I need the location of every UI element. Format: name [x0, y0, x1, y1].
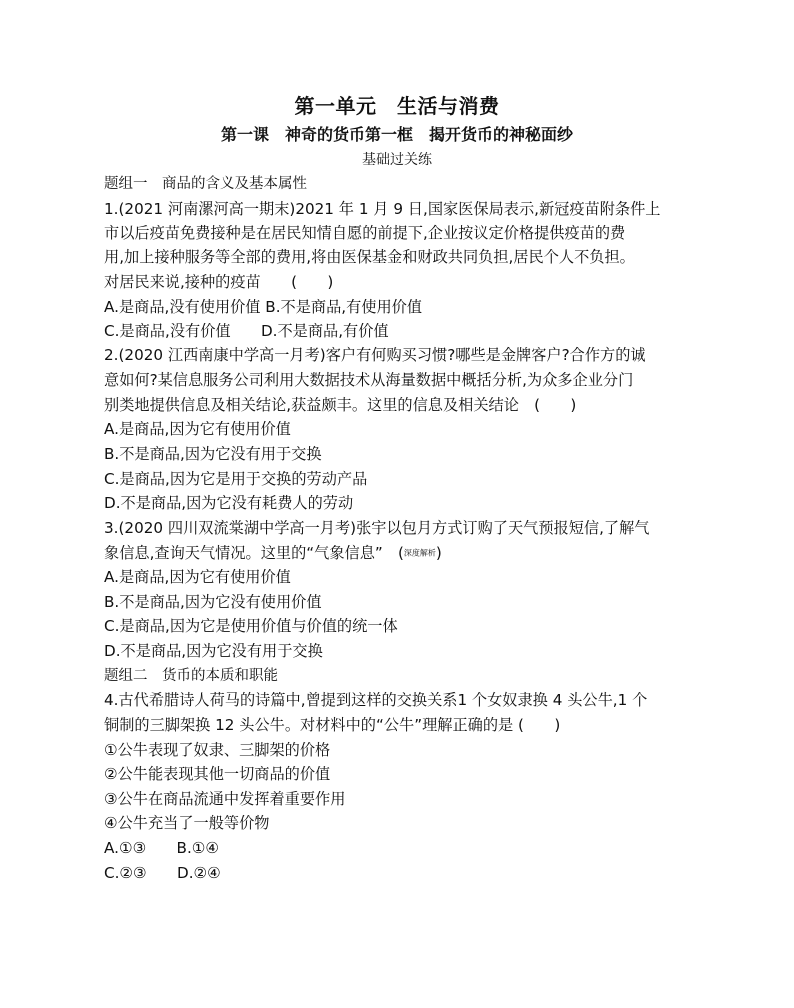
unit-title: 第一单元 生活与消费 [294, 94, 500, 118]
section-title: 基础过关练 [362, 152, 432, 168]
q4-option-cd: C.②③ D.②④ [104, 864, 221, 882]
q1-line-1: 1.(2021 河南漯河高一期末)2021 年 1 月 9 日,国家医保局表示,新冠疫苗附条件上 [104, 200, 661, 218]
q3-option-c: C.是商品,因为它是使用价值与价值的统一体 [104, 617, 398, 635]
q1-line-3: 用,加上接种服务等全部的费用,将由医保基金和财政共同负担,居民个人不负担。 [104, 248, 635, 266]
q4-line-1: 4.古代希腊诗人荷马的诗篇中,曾提到这样的交换关系1 个女奴隶换 4 头公牛,1 个 [104, 691, 648, 709]
q2-line-2: 意如何?某信息服务公司利用大数据技术从海量数据中概括分析,为众多企业分门 [104, 371, 634, 389]
q1-line-4: 对居民来说,接种的疫苗 ( ) [104, 273, 334, 291]
q4-item-1: ①公牛表现了奴隶、三脚架的价格 [104, 741, 331, 759]
q3-analysis-note: 深度解析 [403, 548, 436, 558]
q2-option-c: C.是商品,因为它是用于交换的劳动产品 [104, 470, 368, 488]
q3-option-a: A.是商品,因为它有使用价值 [104, 568, 291, 586]
q3-line-2 [104, 541, 694, 566]
group-1-heading: 题组一 商品的含义及基本属性 [104, 176, 307, 192]
q1-option-cd: C.是商品,没有价值 D.不是商品,有价值 [104, 322, 389, 340]
q1-option-ab: A.是商品,没有使用价值 B.不是商品,有使用价值 [104, 298, 423, 316]
q4-item-4: ④公牛充当了一般等价物 [104, 814, 270, 832]
lesson-title: 第一课 神奇的货币第一框 揭开货币的神秘面纱 [220, 125, 573, 144]
q3-line-2-text: 象信息,查询天气情况。这里的“气象信息” ( [104, 544, 404, 562]
q4-line-2: 铜制的三脚架换 12 头公牛。对材料中的“公牛”理解正确的是 ( ) [104, 716, 561, 734]
q2-option-b: B.不是商品,因为它没有用于交换 [104, 445, 322, 463]
q4-item-3: ③公牛在商品流通中发挥着重要作用 [104, 790, 346, 808]
q3-line-1: 3.(2020 四川双流棠湖中学高一月考)张宇以包月方式订购了天气预报短信,了解气 [104, 519, 650, 537]
q1-line-2: 市以后疫苗免费接种是在居民知情自愿的前提下,企业按议定价格提供疫苗的费 [104, 224, 626, 242]
q2-line-3: 别类地提供信息及相关结论,获益颇丰。这里的信息及相关结论 ( ) [104, 396, 577, 414]
q2-option-a: A.是商品,因为它有使用价值 [104, 420, 291, 438]
q3-option-b: B.不是商品,因为它没有使用价值 [104, 593, 322, 611]
q3-line-2-close: ) [435, 544, 442, 562]
q2-option-d: D.不是商品,因为它没有耗费人的劳动 [104, 494, 354, 512]
q4-item-2: ②公牛能表现其他一切商品的价值 [104, 765, 331, 783]
q4-option-ab: A.①③ B.①④ [104, 839, 220, 857]
group-2-heading: 题组二 货币的本质和职能 [104, 668, 278, 684]
q2-line-1: 2.(2020 江西南康中学高一月考)客户有何购买习惯?哪些是金牌客户?合作方的诚 [104, 346, 646, 364]
q3-option-d: D.不是商品,因为它没有用于交换 [104, 642, 323, 660]
